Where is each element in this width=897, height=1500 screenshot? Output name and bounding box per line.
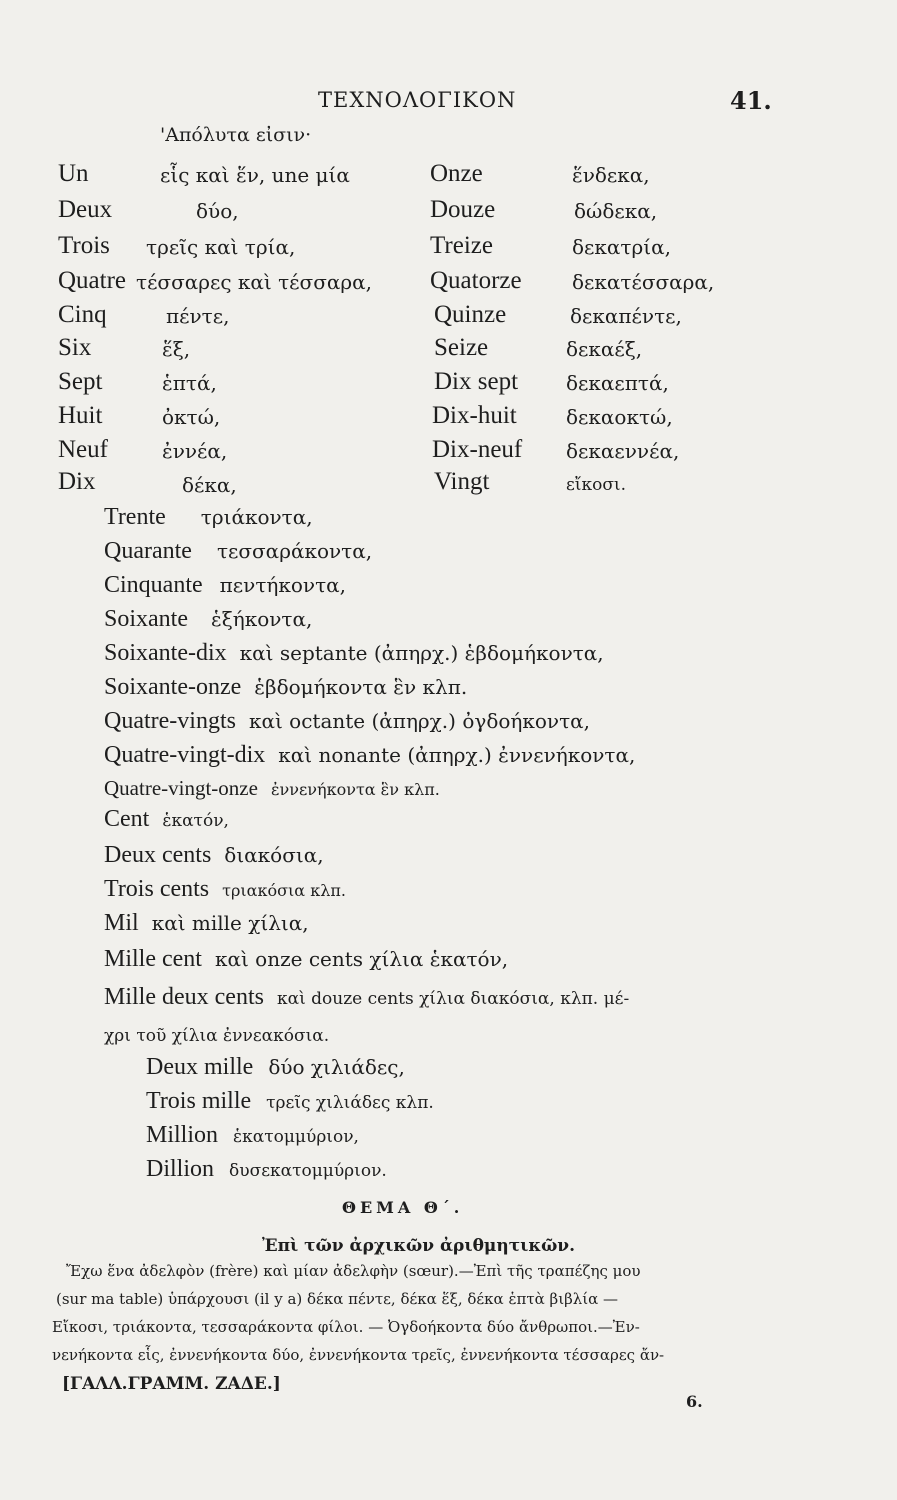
greek-term: δεκατρία, xyxy=(572,235,671,259)
list-item xyxy=(104,1022,329,1047)
greek-term: ὀκτώ, xyxy=(162,405,221,429)
greek-term: καὶ mille χίλια, xyxy=(151,911,309,935)
french-term: Onze xyxy=(430,160,483,187)
greek-term: ἑπτά, xyxy=(162,371,217,395)
greek-term: καὶ nonante (ἀπηρχ.) ἐννενήκοντα, xyxy=(278,743,636,767)
greek-term: καὶ onze cents χίλια ἑκατόν, xyxy=(214,947,509,971)
footer-signature: [ΓΑΛΛ.ΓΡΑΜΜ. ΖΑΔΕ.] xyxy=(62,1374,281,1394)
greek-term: καὶ octante (ἀπηρχ.) ὀγδοήκοντα, xyxy=(248,709,591,733)
greek-term: πέντε, xyxy=(166,304,230,328)
greek-term: εἷς καὶ ἕν, une μία xyxy=(160,163,350,187)
greek-term: τρεῖς καὶ τρία, xyxy=(146,235,296,259)
french-term: Quatre-vingt-dix xyxy=(104,742,266,768)
greek-term: ἑκατόν, xyxy=(162,811,229,831)
page-number: 41. xyxy=(730,86,772,115)
number-row xyxy=(58,160,89,188)
greek-term: δυσεκατομμύριον. xyxy=(229,1161,387,1181)
greek-term: δύο, xyxy=(196,199,239,223)
french-term: Sept xyxy=(58,368,103,395)
french-term: Treize xyxy=(430,232,493,259)
list-item xyxy=(104,946,508,973)
list-item xyxy=(104,606,312,633)
french-term: Deux xyxy=(58,196,113,223)
french-term: Trente xyxy=(104,504,166,530)
french-term: Trois xyxy=(58,232,110,259)
greek-term: τεσσαράκοντα, xyxy=(216,539,373,563)
greek-term: τριάκοντα, xyxy=(200,505,313,529)
french-term: Mille deux cents xyxy=(104,984,264,1010)
french-term: Six xyxy=(58,334,92,361)
list-item xyxy=(104,776,440,801)
greek-term: δεκαπέντε, xyxy=(570,304,682,328)
french-term: Dix-huit xyxy=(432,402,517,429)
list-item xyxy=(104,572,346,599)
list-item xyxy=(104,504,313,531)
french-term: Million xyxy=(146,1122,219,1148)
subhead: 'Απόλυτα εἰσιν· xyxy=(160,124,312,146)
greek-term: δεκαοκτώ, xyxy=(566,405,673,429)
list-item xyxy=(146,1156,387,1183)
french-term: Huit xyxy=(58,402,103,429)
greek-term: δώδεκα, xyxy=(574,199,658,223)
list-item xyxy=(104,876,346,903)
exercise-line: (sur ma table) ὑπάρχουσι (il y a) δέκα πέντε, δέκα ἕξ, δέκα ἑπτὰ βιβλία — xyxy=(56,1290,619,1308)
french-term: Dix-neuf xyxy=(432,436,523,463)
french-term: Mil xyxy=(104,910,139,936)
list-item xyxy=(104,806,229,833)
french-term: Quarante xyxy=(104,538,192,564)
french-term: Neuf xyxy=(58,436,108,463)
greek-term: ἑβδομήκοντα ἓν κλπ. xyxy=(254,675,468,699)
sheet-number: 6. xyxy=(686,1392,703,1411)
greek-term: καὶ douze cents χίλια διακόσια, κλπ. μέ- xyxy=(276,989,630,1009)
list-item xyxy=(104,984,629,1011)
greek-term: δέκα, xyxy=(182,473,237,497)
greek-term: καὶ septante (ἀπηρχ.) ἑβδομήκοντα, xyxy=(239,641,604,665)
exercise-title: ΘΕΜΑ Θ΄. xyxy=(342,1198,464,1217)
french-term: Seize xyxy=(434,334,489,361)
list-item xyxy=(104,538,372,565)
french-term: Vingt xyxy=(434,468,490,495)
greek-term: διακόσια, xyxy=(224,843,324,867)
french-term: Douze xyxy=(430,196,496,223)
list-item xyxy=(104,910,309,937)
french-term: Deux cents xyxy=(104,842,212,868)
french-term: Cinquante xyxy=(104,572,203,598)
french-term: Soixante xyxy=(104,606,188,632)
greek-term: χρι τοῦ χίλια ἐννεακόσια. xyxy=(104,1026,330,1046)
greek-term: δύο χιλιάδες, xyxy=(268,1055,405,1079)
french-term: Cinq xyxy=(58,301,107,328)
french-term: Quinze xyxy=(434,301,507,328)
exercise-line: Ἔχω ἕνα ἀδελφὸν (frère) καὶ μίαν ἀδελφὴν (sœur).—Ἐπὶ τῆς τραπέζης μου xyxy=(66,1262,641,1280)
french-term: Trois mille xyxy=(146,1088,252,1114)
list-item xyxy=(104,674,467,701)
greek-term: ἑξήκοντα, xyxy=(211,607,313,631)
french-term: Deux mille xyxy=(146,1054,254,1080)
french-term: Quatorze xyxy=(430,267,522,294)
french-term: Mille cent xyxy=(104,946,202,972)
exercise-line: νενήκοντα εἷς, ἐννενήκοντα δύο, ἐννενήκοντα τρεῖς, ἐννενήκοντα τέσσαρες ἄν- xyxy=(52,1346,665,1364)
greek-term: ἕνδεκα, xyxy=(572,163,650,187)
greek-term: δεκαέξ, xyxy=(566,337,643,361)
french-term: Soixante-dix xyxy=(104,640,227,666)
list-item xyxy=(104,742,635,769)
greek-term: ἐννέα, xyxy=(162,439,228,463)
greek-term: πεντήκοντα, xyxy=(219,573,346,597)
greek-term: τρεῖς χιλιάδες κλπ. xyxy=(266,1093,434,1113)
french-term: Dix xyxy=(58,468,96,495)
french-term: Soixante-onze xyxy=(104,674,242,700)
greek-term: ἕξ, xyxy=(162,337,191,361)
french-term: Dillion xyxy=(146,1156,215,1182)
list-item xyxy=(146,1088,434,1115)
running-head: ΤΕΧΝΟΛΟΓΙΚΟΝ xyxy=(318,88,517,112)
greek-term: δεκαεπτά, xyxy=(566,371,669,395)
french-term: Quatre-vingt-onze xyxy=(104,776,258,800)
french-term: Quatre-vingts xyxy=(104,708,236,734)
french-term: Trois cents xyxy=(104,876,210,902)
list-item xyxy=(104,842,324,869)
greek-term: δεκατέσσαρα, xyxy=(572,270,715,294)
greek-term: ἑκατομμύριον, xyxy=(233,1127,359,1147)
greek-term: ἐννενήκοντα ἓν κλπ. xyxy=(270,780,440,799)
list-item xyxy=(146,1122,359,1149)
greek-term: τριακόσια κλπ. xyxy=(222,881,346,900)
french-term: Dix sept xyxy=(434,368,519,395)
greek-term: δεκαεννέα, xyxy=(566,439,680,463)
list-item xyxy=(104,708,590,735)
list-item xyxy=(146,1054,405,1081)
greek-term: εἴκοσι. xyxy=(566,475,627,495)
french-term: Quatre xyxy=(58,267,127,294)
french-term: Un xyxy=(58,160,89,187)
greek-term: τέσσαρες καὶ τέσσαρα, xyxy=(136,270,372,294)
exercise-line: Εἴκοσι, τριάκοντα, τεσσαράκοντα φίλοι. — Ὀγδοήκοντα δύο ἄνθρωποι.—Ἐν- xyxy=(52,1318,640,1336)
list-item xyxy=(104,640,604,667)
french-term: Cent xyxy=(104,806,150,832)
exercise-subtitle: Ἐπὶ τῶν ἀρχικῶν ἀριθμητικῶν. xyxy=(262,1236,576,1256)
